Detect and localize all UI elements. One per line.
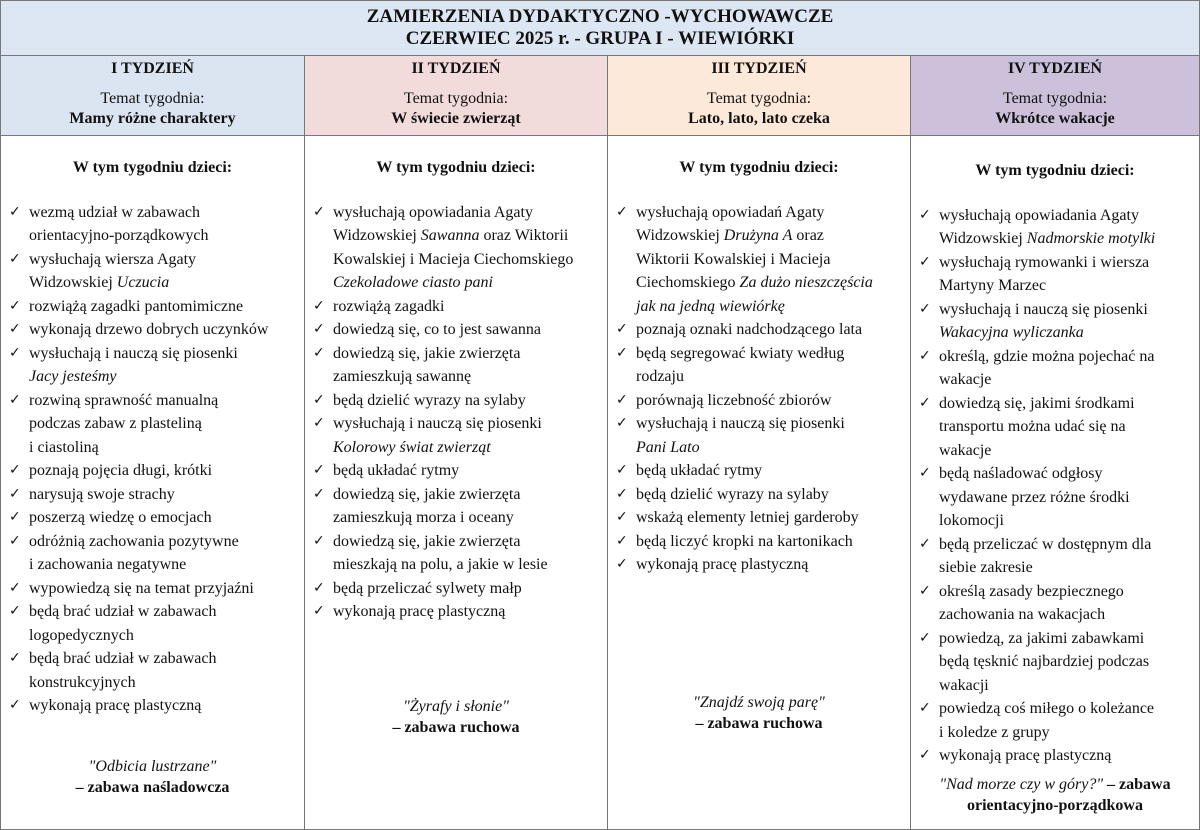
title-italic: Czekoladowe ciasto pani bbox=[333, 274, 493, 291]
list-item bbox=[917, 345, 1193, 392]
title-italic: Pani Lato bbox=[636, 438, 700, 456]
title-italic: Nadmorskie motylki bbox=[1026, 230, 1156, 247]
title-italic: Sawanna bbox=[420, 227, 480, 244]
title-italic: Kolorowy świat zwierząt bbox=[333, 438, 491, 456]
list-item bbox=[7, 201, 298, 248]
list-item-line: Widzowskiej Uczucia bbox=[29, 274, 170, 291]
list-item-line: i ciastoliną bbox=[29, 438, 99, 456]
list-item-line: wysłuchają opowiadań Agaty bbox=[636, 203, 825, 221]
list-item-line: będą przeliczać sylwety małp bbox=[333, 579, 522, 597]
check-mark-icon: ✓ bbox=[313, 603, 325, 619]
check-mark-icon: ✓ bbox=[9, 203, 21, 220]
list-item-line: wysłuchają i nauczą się piosenki bbox=[636, 415, 845, 432]
list-item-line: dowiedzą się, jakie zwierzęta bbox=[333, 485, 521, 503]
list-item bbox=[7, 318, 298, 342]
list-item-line: poszerzą wiedzę o emocjach bbox=[29, 509, 212, 526]
list-item bbox=[917, 251, 1193, 298]
list-item-line: określą zasady bezpiecznego bbox=[939, 582, 1124, 600]
list-item bbox=[311, 483, 601, 530]
list-item-line: dowiedzą się, jakie zwierzęta bbox=[333, 344, 521, 362]
check-mark-icon: ✓ bbox=[616, 556, 628, 572]
list-item-line: powiedzą, za jakimi zabawkami bbox=[939, 629, 1145, 647]
check-mark-icon: ✓ bbox=[616, 462, 628, 478]
list-item-line: wakacji bbox=[939, 676, 989, 694]
list-item-line: logopedycznych bbox=[29, 626, 134, 644]
list-item-line bbox=[636, 436, 904, 460]
list-item bbox=[7, 342, 298, 389]
list-item-line: wykonają pracę plastyczną bbox=[333, 603, 506, 620]
intro-heading: W tym tygodniu dzieci: bbox=[679, 159, 839, 176]
list-item bbox=[7, 248, 298, 295]
list-item-line: wykonają pracę plastyczną bbox=[29, 697, 202, 714]
list-item-line: wakacje bbox=[939, 441, 992, 459]
check-mark-icon: ✓ bbox=[919, 394, 931, 411]
list-item-line: wykonają drzewo dobrych uczynków bbox=[29, 321, 269, 338]
list-item-line: Widzowskiej Nadmorskie motylki bbox=[939, 230, 1156, 247]
check-mark-icon: ✓ bbox=[313, 462, 325, 478]
list-item-line: mieszkają na polu, a jakie w lesie bbox=[333, 556, 548, 573]
check-mark-icon: ✓ bbox=[616, 532, 628, 549]
week-content bbox=[911, 159, 1199, 768]
topic-label: Temat tygodnia: bbox=[403, 90, 509, 107]
check-mark-icon: ✓ bbox=[9, 321, 21, 337]
list-item-line: określą, gdzie można pojechać na bbox=[939, 347, 1155, 365]
list-item-line: wysłuchają i nauczą się piosenki bbox=[29, 344, 238, 362]
list-item-line: dowiedzą się, co to jest sawanna bbox=[333, 321, 541, 338]
intro-heading: W tym tygodniu dzieci: bbox=[72, 159, 233, 176]
game-type: – zabawa ruchowa bbox=[695, 715, 823, 732]
list-item-line: wakacje bbox=[939, 371, 992, 388]
list-item-line: poznają oznaki nadchodzącego lata bbox=[636, 321, 863, 338]
list-item bbox=[917, 298, 1193, 345]
week-label: II TYDZIEŃ bbox=[411, 60, 501, 77]
topic-title: Lato, lato, lato czeka bbox=[688, 110, 830, 127]
game-type: – zabawa naśladowcza bbox=[75, 779, 230, 796]
check-mark-icon: ✓ bbox=[9, 697, 21, 713]
activity-list bbox=[917, 204, 1193, 768]
list-item bbox=[614, 318, 904, 342]
intro-heading: W tym tygodniu dzieci: bbox=[975, 162, 1135, 179]
check-mark-icon: ✓ bbox=[616, 509, 628, 525]
topic-label: Temat tygodnia: bbox=[706, 90, 812, 107]
check-mark-icon: ✓ bbox=[313, 344, 325, 361]
check-mark-icon: ✓ bbox=[313, 391, 325, 408]
check-mark-icon: ✓ bbox=[616, 391, 628, 408]
list-item bbox=[311, 577, 601, 601]
list-item bbox=[311, 295, 601, 319]
list-item-line: wysłuchają opowiadania Agaty bbox=[333, 203, 533, 221]
list-item-line: wskażą elementy letniej garderoby bbox=[636, 509, 859, 526]
list-item-line: wysłuchają opowiadania Agaty bbox=[939, 206, 1139, 224]
list-item-line bbox=[939, 321, 1193, 345]
check-mark-icon: ✓ bbox=[616, 485, 628, 502]
check-mark-icon: ✓ bbox=[313, 321, 325, 337]
list-item-line: Kowalskiej i Macieja Ciechomskiego bbox=[333, 250, 574, 268]
list-item bbox=[614, 553, 904, 577]
check-mark-icon: ✓ bbox=[313, 485, 325, 502]
game-note bbox=[911, 774, 1199, 816]
topic-label: Temat tygodnia: bbox=[1002, 90, 1108, 107]
week-column-2 bbox=[304, 56, 607, 830]
week-column-1 bbox=[0, 56, 304, 830]
list-item-line: wysłuchają i nauczą się piosenki bbox=[333, 415, 542, 432]
topic-title: Mamy różne charaktery bbox=[69, 110, 236, 127]
check-mark-icon: ✓ bbox=[9, 297, 21, 314]
game-note bbox=[608, 692, 910, 734]
list-item-line: wysłuchają i nauczą się piosenki bbox=[939, 300, 1148, 318]
list-item-line: Wiktorii Kowalskiej i Macieja bbox=[636, 250, 831, 268]
game-note bbox=[305, 696, 607, 738]
week-header bbox=[1, 56, 304, 136]
topic-label: Temat tygodnia: bbox=[100, 90, 205, 107]
check-mark-icon: ✓ bbox=[616, 321, 628, 337]
list-item bbox=[7, 295, 298, 319]
check-mark-icon: ✓ bbox=[616, 203, 628, 220]
list-item bbox=[311, 459, 601, 483]
list-item-line: dowiedzą się, jakie zwierzęta bbox=[333, 532, 521, 550]
check-mark-icon: ✓ bbox=[313, 415, 325, 431]
list-item bbox=[7, 694, 298, 718]
list-item-line: zamieszkują sawannę bbox=[333, 368, 472, 385]
check-mark-icon: ✓ bbox=[919, 465, 931, 481]
list-item-line: będą naśladować odgłosy bbox=[939, 465, 1103, 482]
activity-list bbox=[614, 201, 904, 577]
list-item-line bbox=[29, 365, 298, 389]
list-item-line: konstrukcyjnych bbox=[29, 673, 136, 691]
week-header bbox=[305, 56, 607, 136]
check-mark-icon: ✓ bbox=[616, 415, 628, 431]
check-mark-icon: ✓ bbox=[9, 579, 21, 596]
list-item-line: wysłuchają rymowanki i wiersza bbox=[939, 253, 1150, 271]
list-item-line: wypowiedzą się na temat przyjaźni bbox=[29, 579, 254, 597]
list-item-line: będą liczyć kropki na kartonikach bbox=[636, 532, 853, 550]
check-mark-icon: ✓ bbox=[9, 650, 21, 666]
week-content bbox=[608, 156, 910, 577]
list-item-line: narysują swoje strachy bbox=[29, 485, 175, 503]
check-mark-icon: ✓ bbox=[9, 485, 21, 502]
list-item bbox=[614, 506, 904, 530]
list-item-line: Ciechomskiego Za dużo nieszczęścia bbox=[636, 274, 873, 291]
list-item-line: będą brać udział w zabawach bbox=[29, 603, 217, 620]
list-item-line: będą dzielić wyrazy na sylaby bbox=[636, 485, 829, 503]
list-item bbox=[7, 600, 298, 647]
week-header bbox=[608, 56, 910, 136]
list-item-line: i zachowania negatywne bbox=[29, 556, 187, 573]
game-name: "Znajdź swoją parę" bbox=[693, 694, 825, 711]
list-item-line: zachowania na wakacjach bbox=[939, 606, 1106, 623]
check-mark-icon: ✓ bbox=[9, 250, 21, 267]
topic-title: Wkrótce wakacje bbox=[995, 110, 1115, 127]
list-item bbox=[614, 342, 904, 389]
check-mark-icon: ✓ bbox=[919, 347, 931, 364]
intro-heading: W tym tygodniu dzieci: bbox=[376, 159, 536, 176]
list-item bbox=[7, 389, 298, 460]
list-item bbox=[917, 627, 1193, 698]
activity-list bbox=[7, 201, 298, 718]
list-item bbox=[7, 506, 298, 530]
list-item-line: wykonają pracę plastyczną bbox=[636, 556, 809, 573]
check-mark-icon: ✓ bbox=[9, 532, 21, 549]
list-item-line: poznają pojęcia długi, krótki bbox=[29, 462, 213, 479]
list-item bbox=[311, 201, 601, 295]
check-mark-icon: ✓ bbox=[9, 391, 21, 408]
list-item-line: odróżnią zachowania pozytywne bbox=[29, 532, 239, 550]
check-mark-icon: ✓ bbox=[919, 206, 931, 223]
list-item-line: będą układać rytmy bbox=[636, 462, 763, 479]
list-item-line bbox=[636, 295, 904, 319]
check-mark-icon: ✓ bbox=[919, 700, 931, 716]
list-item bbox=[917, 204, 1193, 251]
week-label: III TYDZIEŃ bbox=[711, 60, 807, 77]
list-item bbox=[7, 647, 298, 694]
check-mark-icon: ✓ bbox=[313, 297, 325, 314]
list-item bbox=[917, 392, 1193, 463]
title-italic: jak na jedną wiewiórkę bbox=[636, 297, 785, 315]
list-item-line: Widzowskiej Drużyna A oraz bbox=[636, 227, 824, 244]
check-mark-icon: ✓ bbox=[919, 629, 931, 646]
list-item-line: porównają liczebność zbiorów bbox=[636, 391, 832, 409]
title-italic: Uczucia bbox=[116, 274, 170, 291]
list-item bbox=[614, 459, 904, 483]
game-note bbox=[1, 756, 304, 798]
check-mark-icon: ✓ bbox=[313, 203, 325, 220]
week-header bbox=[911, 56, 1199, 136]
activity-list bbox=[311, 201, 601, 624]
check-mark-icon: ✓ bbox=[616, 344, 628, 361]
game-name: "Żyrafy i słonie" bbox=[403, 698, 509, 715]
list-item bbox=[917, 697, 1193, 744]
list-item-line: i koledze z grupy bbox=[939, 723, 1050, 741]
game-type: – zabawa ruchowa bbox=[392, 719, 520, 736]
list-item-line: Widzowskiej Sawanna oraz Wiktorii bbox=[333, 227, 569, 244]
list-item-line bbox=[333, 271, 601, 295]
check-mark-icon: ✓ bbox=[9, 462, 21, 478]
list-item-line: transportu można udać się na bbox=[939, 418, 1126, 435]
check-mark-icon: ✓ bbox=[919, 535, 931, 552]
list-item bbox=[917, 580, 1193, 627]
list-item-line: wysłuchają wiersza Agaty bbox=[29, 250, 197, 268]
check-mark-icon: ✓ bbox=[9, 603, 21, 619]
game-name: "Nad morze czy w góry?" bbox=[939, 776, 1104, 793]
list-item-line: powiedzą coś miłego o koleżance bbox=[939, 700, 1155, 717]
game-name: "Odbicia lustrzane" bbox=[88, 758, 217, 775]
list-item bbox=[7, 530, 298, 577]
list-item-line: będą przeliczać w dostępnym dla bbox=[939, 535, 1152, 553]
list-item-line: będą brać udział w zabawach bbox=[29, 650, 217, 667]
list-item-line: rodzaju bbox=[636, 368, 684, 385]
list-item bbox=[917, 462, 1193, 533]
list-item-line: siebie zakresie bbox=[939, 559, 1033, 576]
title-italic: Wakacyjna wyliczanka bbox=[939, 324, 1084, 341]
list-item bbox=[7, 459, 298, 483]
list-item-line: będą układać rytmy bbox=[333, 462, 460, 479]
page-title bbox=[0, 0, 1200, 56]
title-line-1: ZAMIERZENIA DYDAKTYCZNO -WYCHOWAWCZE bbox=[366, 6, 834, 27]
list-item bbox=[7, 577, 298, 601]
check-mark-icon: ✓ bbox=[919, 300, 931, 317]
list-item-line: wydawane przez różne środki bbox=[939, 488, 1130, 506]
week-column-3 bbox=[607, 56, 910, 830]
list-item bbox=[614, 412, 904, 459]
list-item bbox=[311, 412, 601, 459]
check-mark-icon: ✓ bbox=[919, 253, 931, 270]
check-mark-icon: ✓ bbox=[9, 509, 21, 525]
week-label: I TYDZIEŃ bbox=[111, 60, 194, 77]
week-content bbox=[305, 156, 607, 624]
list-item-line: rozwiążą zagadki pantomimiczne bbox=[29, 297, 244, 315]
list-item bbox=[7, 483, 298, 507]
title-italic: Jacy jesteśmy bbox=[29, 368, 117, 385]
list-item bbox=[311, 600, 601, 624]
list-item-line bbox=[333, 436, 601, 460]
list-item-line: lokomocji bbox=[939, 512, 1004, 529]
list-item bbox=[917, 533, 1193, 580]
game-type: – zabawa orientacyjno-porządkowa bbox=[967, 776, 1171, 814]
list-item bbox=[614, 483, 904, 507]
check-mark-icon: ✓ bbox=[9, 344, 21, 361]
list-item bbox=[917, 744, 1193, 768]
list-item bbox=[311, 318, 601, 342]
check-mark-icon: ✓ bbox=[313, 532, 325, 549]
check-mark-icon: ✓ bbox=[313, 579, 325, 596]
check-mark-icon: ✓ bbox=[919, 582, 931, 599]
week-content bbox=[1, 156, 304, 718]
check-mark-icon: ✓ bbox=[919, 747, 931, 763]
list-item bbox=[311, 342, 601, 389]
list-item-line: zamieszkują morza i oceany bbox=[333, 509, 514, 526]
list-item-line: rozwiną sprawność manualną bbox=[29, 391, 219, 409]
list-item bbox=[614, 530, 904, 554]
list-item bbox=[311, 389, 601, 413]
list-item bbox=[614, 389, 904, 413]
title-italic: Za dużo nieszczęścia bbox=[739, 274, 873, 291]
list-item-line: wezmą udział w zabawach bbox=[29, 203, 201, 221]
week-column-4 bbox=[910, 56, 1200, 830]
list-item bbox=[614, 201, 904, 319]
list-item-line: orientacyjno-porządkowych bbox=[29, 227, 209, 244]
list-item-line: rozwiążą zagadki bbox=[333, 297, 445, 315]
title-italic: Drużyna A bbox=[723, 227, 793, 244]
list-item-line: Martyny Marzec bbox=[939, 277, 1047, 294]
list-item-line: dowiedzą się, jakimi środkami bbox=[939, 394, 1135, 412]
list-item-line: będą segregować kwiaty według bbox=[636, 344, 845, 362]
topic-title: W świecie zwierząt bbox=[391, 110, 521, 127]
list-item-line: będą tęsknić najbardziej podczas bbox=[939, 653, 1150, 670]
title-line-2: CZERWIEC 2025 r. - GRUPA I - WIEWIÓRKI bbox=[405, 28, 795, 49]
week-label: IV TYDZIEŃ bbox=[1007, 60, 1103, 77]
list-item-line: będą dzielić wyrazy na sylaby bbox=[333, 391, 526, 409]
list-item-line: podczas zabaw z plasteliną bbox=[29, 415, 202, 432]
list-item-line: wykonają pracę plastyczną bbox=[939, 747, 1112, 764]
list-item bbox=[311, 530, 601, 577]
